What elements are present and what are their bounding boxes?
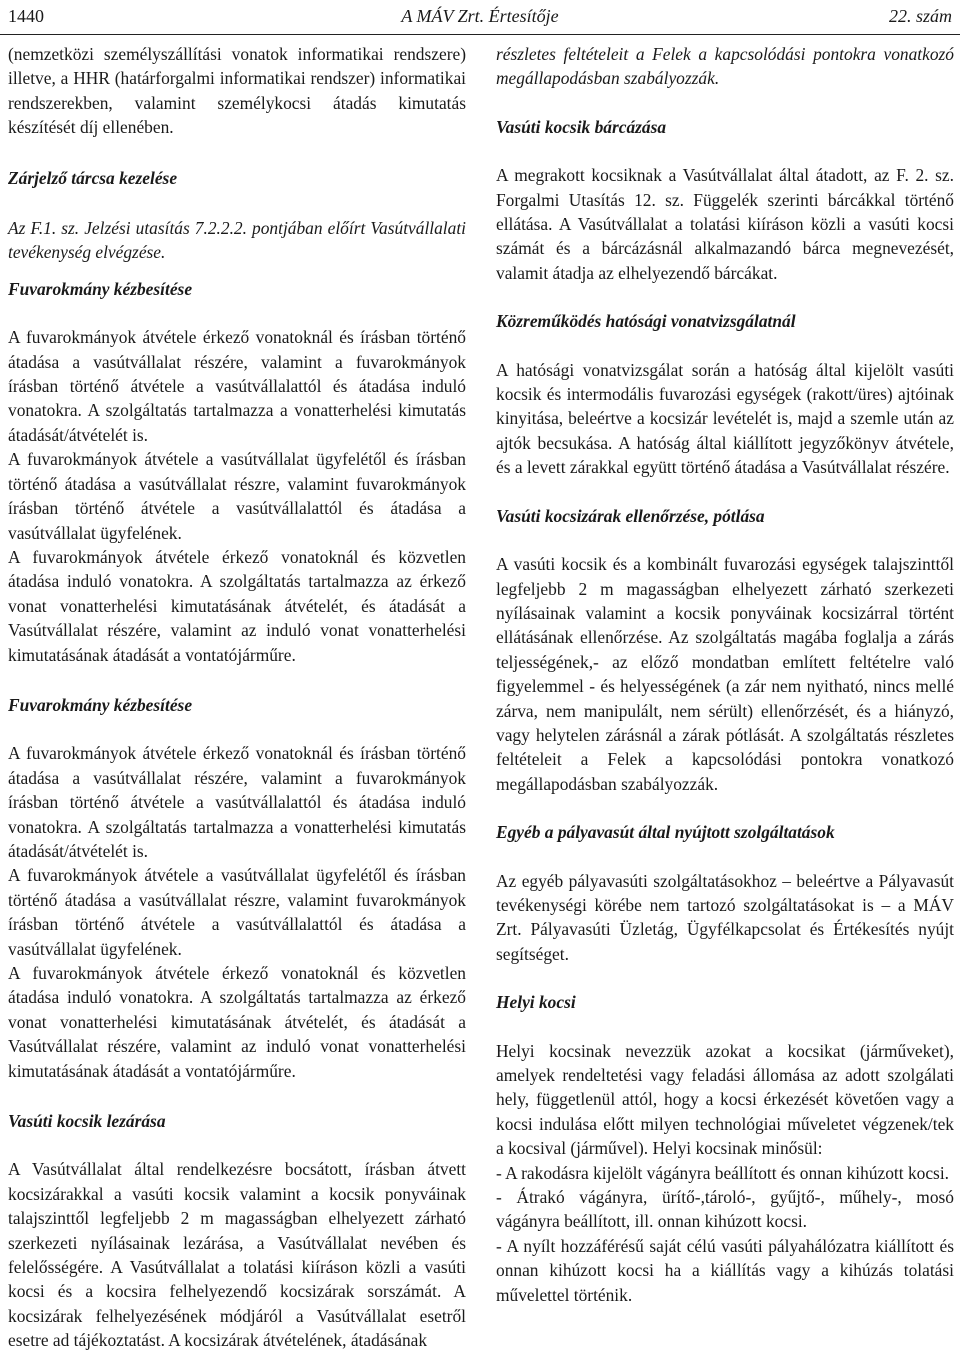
left-column — [8, 42, 466, 1353]
page-number: 1440 — [8, 6, 44, 26]
section-heading-zarjelzo: Zárjelző tárcsa kezelése — [8, 167, 178, 188]
section-heading-kocsizarak: Vasúti kocsizárak ellenőrzése, pótlása — [496, 505, 765, 526]
paragraph: A vasúti kocsik és a kombinált fuvarozási egységek talajszinttől legfeljebb 2 m magasságban elhelyezett zárható szerkezeti nyílásainak valamint a kocsik ponyváinak kocsizárral történt ellátásának ellenőrzése. Az szolgáltatás magába foglalja a zárás teljességének,- az előző mondatban említett feltételre való figyelemmel - és helyességének (a zár nem nyitható, nincs mellé zárva, nem manipulált, nem sérült) ellenőrzését, és a hiányzó, vagy helytelen zárásnál a zárak pótlását. A szolgáltatás részletes feltételeit a Felek a kapcsolódási pontokra vonatkozó megállapodásban szabályozzák. — [496, 554, 954, 794]
right-column — [496, 42, 954, 1307]
paragraph: Az egyéb pályavasúti szolgáltatásokhoz – beleértve a Pályavasút tevékenységi körébe nem tartozó szolgáltatásokat is – a MÁV Zrt. Pályavasúti Üzletág, Ügyfélkapcsolat és Értékesítés nyújt segítséget. — [496, 870, 954, 964]
paragraph: A fuvarokmányok átvétele érkező vonatoknál és írásban történő átadása a vasútvállalat részére, valamint a fuvarokmányok írásban történő átvétele a vasútvállalattól és átadása induló vonatokra. A szolgáltatás tartalmazza a vonatterhelési kimutatás átadását/átvételét is. — [8, 743, 466, 861]
section-text-zarjelzo: Az F.1. sz. Jelzési utasítás 7.2.2.2. pontjában előírt Vasútvállalati tevékenység elvégzése. — [8, 218, 466, 263]
section-heading-egyeb-szolgaltatasok: Egyéb a pályavasút által nyújtott szolgáltatások — [496, 822, 835, 843]
paragraph: A fuvarokmányok átvétele érkező vonatoknál és közvetlen átadása induló vonatokra. A szolgáltatás tartalmazza az érkező vonat vonatterhelési kimutatásának átvételét, és átadását a Vasútvállalat részére, valamint az induló vonat vonatterhelési kimutatásának átadását a vontatójárműre. — [8, 963, 466, 1081]
section-heading-hatosagi-vonatvizsgalat: Közreműködés hatósági vonatvizsgálatnál — [496, 311, 796, 332]
intro-paragraph: (nemzetközi személyszállítási vonatok informatikai rendszere) illetve, a HHR (határforgalmi informatikai rendszer) informatikai rendszerekben, valamint személykocsi átadás kimutatás készítését díj ellenében. — [8, 44, 466, 138]
section-heading-kocsi-lezarasa: Vasúti kocsik lezárása — [8, 1111, 166, 1132]
paragraph: A fuvarokmányok átvétele érkező vonatoknál és közvetlen átadása induló vonatokra. A szolgáltatás tartalmazza az érkező vonat vonatterhelési kimutatásának átvételét, és átadását a Vasútvállalat részére, valamint az induló vonat vonatterhelési kimutatásának átadását a vontatójárműre. — [8, 546, 466, 665]
section-heading-fuvarokmany-1: Fuvarokmány kézbesítése — [8, 278, 193, 299]
paragraph: A Vasútvállalat által rendelkezésre bocsátott, írásban átvett kocsizárakkal a vasúti kocsik valamint a kocsik ponyváinak talajszinttől legfeljebb 2 m magasságban elhelyezett zárható szerkezeti nyílásainak lezárása, a Vasútvállalat nevében és felelősségére. A Vasútvállalat a tolatási kiíráson közli a vasúti kocsi és a kocsira felhelyezendő kocsizárak sorszámát. A kocsizárak felhelyezésének módjáról a Vasútvállalat esetről esetre ad tájékoztatást. A kocsizárak átvételének, átadásának — [8, 1159, 466, 1351]
list-item: - A nyílt hozzáférésű saját célú vasúti pályahálózatra kiállított és onnan kihúzott kocsi ha a kiállítás vagy a kihúzás tolatási művelettel történik. — [496, 1235, 954, 1305]
paragraph: Helyi kocsinak nevezzük azokat a kocsikat (járműveket), amelyek rendeltetési vagy feladási állomása az adott szolgálati hely, függetlenül attól, hogy a kocsi érkezését követően vagy a kocsi indulása előtt milyen technológiai műveletet végzenek/tek a kocsival (járművel). Helyi kocsinak minősül: — [496, 1040, 954, 1159]
paragraph: A fuvarokmányok átvétele a vasútvállalat ügyfelétől és írásban történő átadása a vasútvállalat részre, valamint fuvarokmányok írásban történő átvétele a vasútvállalattól és átadása a vasútvállalat ügyfelének. — [8, 449, 466, 543]
section-heading-barcazasa: Vasúti kocsik bárcázása — [496, 116, 667, 137]
paragraph: A hatósági vonatvizsgálat során a hatóság által kijelölt vasúti kocsik és intermodális fuvarozási egységek (rakott/üres) ajtóinak kinyitása, beleértve a kocsizár levételét is, majd a szemle után az ajtók becsukása. A hatóság által kiállított jegyzőkönyv átvétele, és a levett zárakkal együtt történő átadása a Vasútvállalat részére. — [496, 359, 954, 478]
page-header — [0, 0, 960, 35]
list-item: - Átrakó vágányra, ürítő-,tároló-, gyűjtő-, műhely-, mosó vágányra beállított, ill. onnan kihúzott kocsi. — [496, 1187, 954, 1232]
paragraph: A fuvarokmányok átvétele érkező vonatoknál és írásban történő átadása a vasútvállalat részére, valamint a fuvarokmányok írásban történő átvétele a vasútvállalattól és átadása induló vonatokra. A szolgáltatás tartalmazza a vonatterhelési kimutatás átadását/átvételét is. — [8, 327, 466, 445]
issue-number: 22. szám — [888, 6, 952, 26]
paragraph: A fuvarokmányok átvétele a vasútvállalat ügyfelétől és írásban történő átadása a vasútvállalat részre, valamint fuvarokmányok írásban történő átvétele a vasútvállalattól és átadása a vasútvállalat ügyfelének. — [8, 865, 466, 959]
continued-paragraph: részletes feltételeit a Felek a kapcsolódási pontokra vonatkozó megállapodásban szabályozzák. — [496, 44, 954, 89]
section-heading-fuvarokmany-2: Fuvarokmány kézbesítése — [8, 694, 193, 715]
list-item: - A rakodásra kijelölt vágányra beállított és onnan kihúzott kocsi. — [496, 1162, 950, 1183]
paragraph: A megrakott kocsiknak a Vasútvállalat által átadott, az F. 2. sz. Forgalmi Utasítás 12. sz. Függelék szerinti bárcákkal történő ellátása. A Vasútvállalat a tolatási kiíráson közli a vasúti kocsi számát és a bárcázásnál alkalmazandó bárca megnevezését, valamit átadja az elhelyezendő bárcákat. — [496, 165, 954, 283]
section-heading-helyi-kocsi: Helyi kocsi — [496, 992, 576, 1013]
journal-title: A MÁV Zrt. Értesítője — [401, 6, 559, 26]
